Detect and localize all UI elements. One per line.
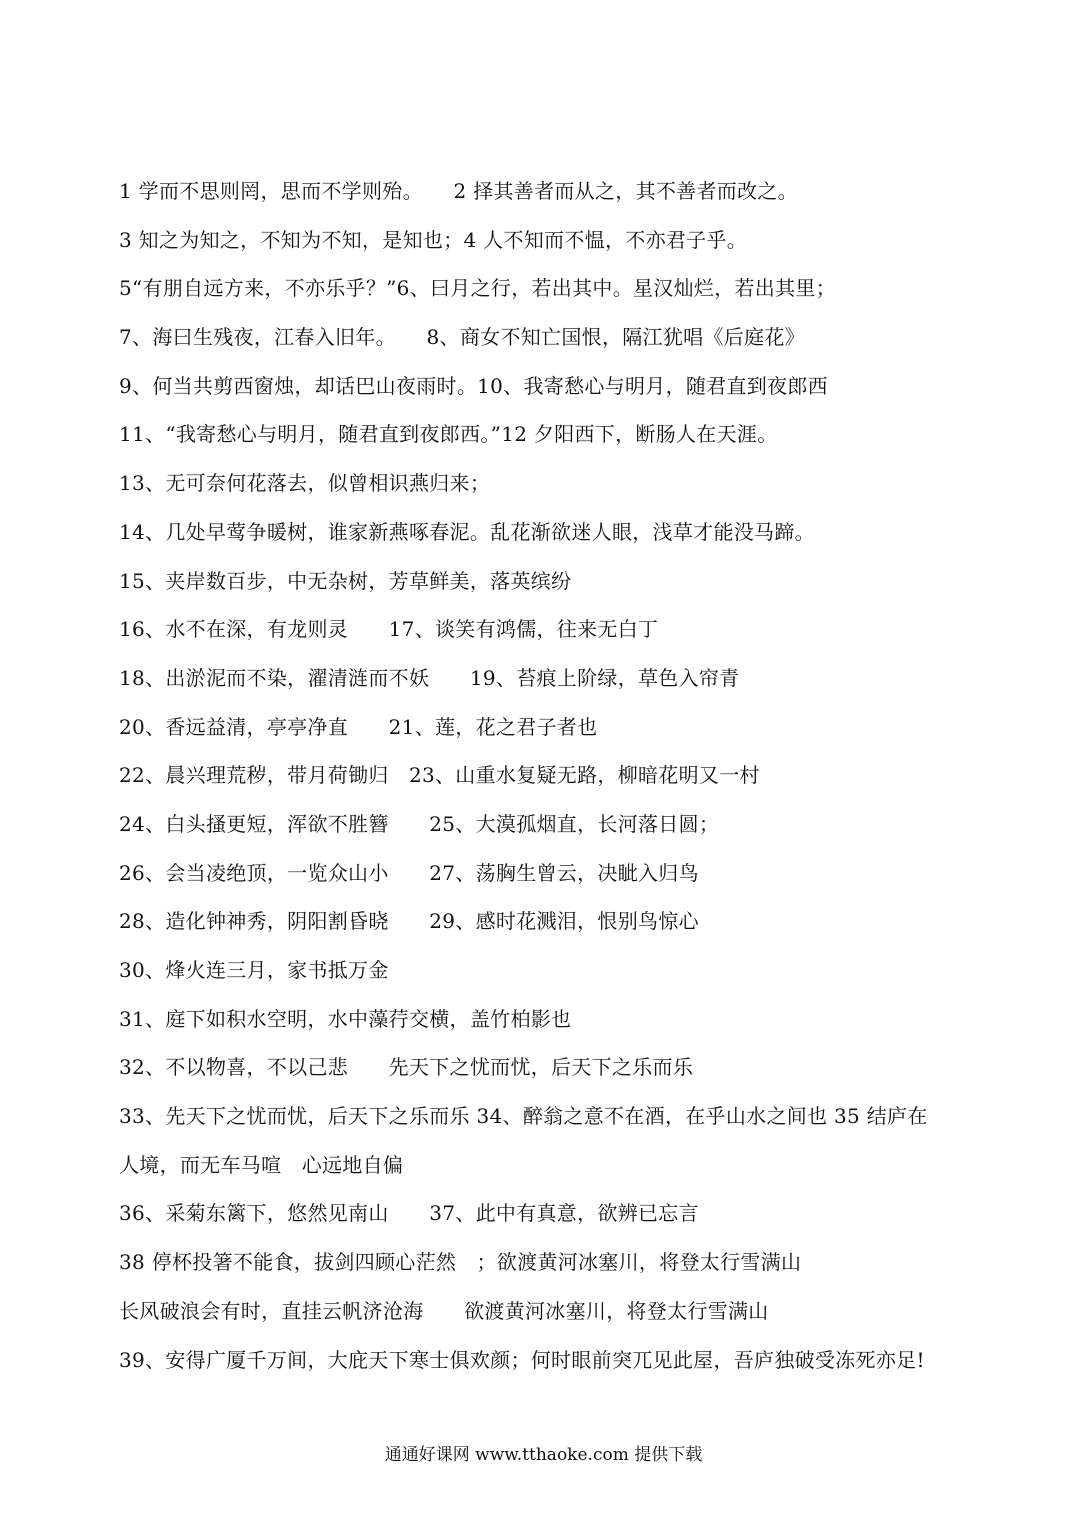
text-line: 24、白头搔更短，浑欲不胜簪 25、大漠孤烟直，长河落日圆； bbox=[119, 811, 720, 836]
text-line: 31、庭下如积水空明，水中藻荇交横，盖竹柏影也 bbox=[119, 1006, 572, 1031]
text-line: 39、安得广厦千万间，大庇天下寒士俱欢颜；何时眼前突兀见此屋，吾庐独破受冻死亦足! bbox=[119, 1347, 925, 1372]
text-line: 36、采菊东篱下，悠然见南山 37、此中有真意，欲辨已忘言 bbox=[119, 1201, 699, 1226]
text-line: 20、香远益清，亭亭净直 21、莲，花之君子者也 bbox=[119, 714, 598, 739]
text-line: 1 学而不思则罔，思而不学则殆。 2 择其善者而从之，其不善者而改之。 bbox=[119, 179, 798, 203]
page-footer: 通通好课网 www.tthaoke.com 提供下载 bbox=[384, 1445, 703, 1465]
text-line: 28、造化钟神秀，阴阳割昏晓 29、感时花溅泪，恨别鸟惊心 bbox=[119, 909, 699, 934]
text-line: 22、晨兴理荒秽，带月荷锄归 23、山重水复疑无路，柳暗花明又一村 bbox=[119, 763, 760, 788]
text-line: 11、“我寄愁心与明月，随君直到夜郎西。”12 夕阳西下，断肠人在天涯。 bbox=[119, 422, 778, 447]
text-line: 26、会当凌绝顶，一览众山小 27、荡胸生曾云，决眦入归鸟 bbox=[119, 860, 699, 885]
text-line: 38 停杯投箸不能食，拔剑四顾心茫然 ；欲渡黄河冰塞川，将登太行雪满山 bbox=[119, 1250, 802, 1275]
text-line: 18、出淤泥而不染，濯清涟而不妖 19、苔痕上阶绿，草色入帘青 bbox=[119, 665, 740, 690]
text-line: 3 知之为知之，不知为不知，是知也；4 人不知而不愠，不亦君子乎。 bbox=[119, 227, 748, 252]
text-line: 13、无可奈何花落去，似曾相识燕归来； bbox=[119, 471, 491, 496]
text-line: 长风破浪会有时，直挂云帆济沧海 欲渡黄河冰塞川，将登太行雪满山 bbox=[119, 1298, 769, 1323]
text-line: 7、海曰生残夜，江春入旧年。 8、商女不知亡国恨，隔江犹唱《后庭花》 bbox=[119, 325, 805, 350]
text-line: 15、夹岸数百步，中无杂树，芳草鲜美，落英缤纷 bbox=[119, 568, 572, 593]
text-line: 30、烽火连三月，家书抵万金 bbox=[119, 958, 389, 982]
text-line: 14、几处早莺争暖树，谁家新燕啄春泥。乱花渐欲迷人眼，浅草才能没马蹄。 bbox=[119, 519, 815, 544]
text-line: 16、水不在深，有龙则灵 17、谈笑有鸿儒，往来无白丁 bbox=[119, 617, 659, 642]
text-line: 5“有朋自远方来，不亦乐乎？”6、曰月之行，若出其中。星汉灿烂，若出其里； bbox=[119, 276, 836, 301]
text-line: 33、先天下之忧而忧，后天下之乐而乐 34、醉翁之意不在酒，在乎山水之间也 35 结庐在 bbox=[119, 1104, 928, 1129]
poem-lines bbox=[119, 171, 1019, 1388]
text-line: 人境，而无车马喧 心远地自偏 bbox=[119, 1152, 404, 1177]
text-line: 32、不以物喜，不以己悲 先天下之忧而忧，后天下之乐而乐 bbox=[119, 1055, 694, 1080]
text-line: 9、何当共剪西窗烛，却话巴山夜雨时。10、我寄愁心与明月，随君直到夜郎西 bbox=[119, 373, 828, 398]
